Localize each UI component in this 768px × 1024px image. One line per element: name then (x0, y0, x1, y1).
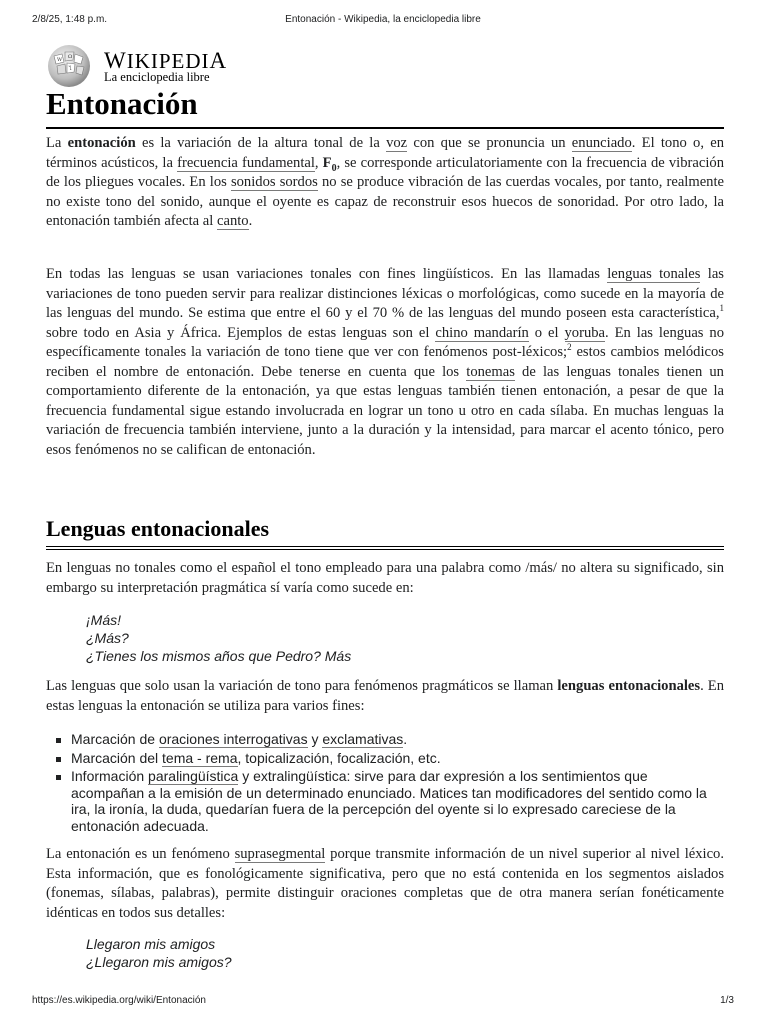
link-voz[interactable]: voz (386, 135, 408, 151)
print-title: Entonación - Wikipedia, la enciclopedia libre (285, 14, 481, 25)
bold-lenguas-entonacionales: lenguas entonacionales (557, 678, 701, 694)
tonal-languages-paragraph: En todas las lenguas se usan variaciones tonales con fines lingüísticos. En las llamadas lenguas tonales las variaciones de tono pueden servir para realizar distinciones léxicas o morfológicas, como sucede en la mayoría de las lenguas del mundo. Se estima que entre el 60 y el 70 % de las lenguas del mundo poseen esta característica,$^1$ sobre todo en Asia y África. Ejemplos de estas lenguas son el chino mandarín o el yoruba. En las lenguas no específicamente tonales la variación de tono tiene que ver con fenómenos post-léxicos;$^2$ estos cambios melódicos reciben el nombre de entonación. Debe tenerse en cuenta que los tonemas de las lenguas tonales tienen un comportamiento diferente de la entonación, ya que estas lenguas también tienen entonación, a pesar de que la frecuencia fundamental sigue estando involucrada en lograr un tono u otro en cada sílaba. En muchas lenguas la variación de frecuencia también interviene, junto a la duración y la intensidad, para marcar el acento tónico, pero esos fenómenos no se califican de entonación. (46, 266, 725, 458)
examples-list-1 (86, 611, 351, 665)
link-yoruba[interactable]: yoruba (564, 324, 606, 341)
list-item: Información paralingüística y extralingüística: sirve para dar expresión a los sentimientos que acompañan a la emisión de un determinado enunciado. Matices tan modificadores del sentido como la ira, la ironía, la duda, quedarían fuera de la percepción del oyente si lo expresado careciese de la entonación adecuada. (46, 768, 724, 834)
wikipedia-tagline: La enciclopedia libre (104, 70, 210, 84)
print-date: 2/8/25, 1:48 p.m. (32, 14, 108, 25)
link-lenguas-tonales[interactable]: lenguas tonales (607, 266, 701, 282)
section-paragraph-2: Las lenguas que solo usan la variación de tono para fenómenos pragmáticos se llaman lenguas entonacionales. En estas lenguas la entonación se utiliza para varios fines: (46, 678, 725, 714)
example-item: ¿Llegaron mis amigos? (86, 954, 232, 970)
link-frecuencia-fundamental[interactable]: frecuencia fundamental (177, 154, 315, 171)
print-header (32, 14, 734, 30)
svg-text:W: W (57, 57, 63, 63)
link-suprasegmental[interactable]: suprasegmental (234, 846, 326, 862)
f0-symbol: $F_0$ (322, 154, 337, 174)
list-item: Marcación de oraciones interrogativas y exclamativas. (46, 731, 724, 748)
link-tema-rema[interactable]: tema - rema (162, 749, 238, 766)
section-divider (46, 546, 724, 547)
wikipedia-globe-icon (44, 42, 94, 88)
link-oraciones-interrogativas[interactable]: oraciones interrogativas (158, 731, 308, 747)
link-tonemas[interactable]: tonemas (466, 363, 515, 380)
svg-text:ไ: ไ (69, 66, 72, 72)
svg-text:Ω: Ω (68, 54, 73, 60)
title-divider (46, 127, 724, 129)
page-title: Entonación (46, 86, 198, 121)
example-item: ¿Tienes los mismos años que Pedro? Más (86, 648, 352, 664)
section-paragraph-1: En lenguas no tonales como el español el tono empleado para una palabra como /más/ no altera su significado, sin embargo su interpretación pragmática sí varía como sucede en: (46, 560, 724, 596)
print-page-number: 1/3 (720, 995, 734, 1006)
link-enunciado[interactable]: enunciado (571, 135, 632, 151)
intro-paragraph: La entonación es la variación de la altura tonal de la voz con que se pronuncia un enunciado. El tono o, en términos acústicos, la frecuencia fundamental, $F_0$, se corresponde articulatoriamente con la frecuencia de vibración de los pliegues vocales. En los sonidos sordos no se produce vibración de las cuerdas vocales, por tanto, realmente no existe tono del sonido, aunque el oyente es capaz de reconstruir esos huecos de sonoridad. Por otro lado, la entonación también afecta al canto. (46, 135, 725, 229)
section-heading: Lenguas entonacionales (46, 516, 270, 541)
reference-2[interactable]: 2 (567, 342, 572, 353)
link-paralinguistica[interactable]: paralingüística (148, 768, 239, 784)
example-item: ¡Más! (86, 612, 121, 628)
examples-list-2 (86, 935, 232, 971)
example-item: ¿Más? (86, 630, 129, 646)
link-sonidos-sordos[interactable]: sonidos sordos (230, 174, 318, 190)
wikipedia-wordmark: WIKIPEDIA (104, 48, 228, 73)
example-item: Llegaron mis amigos (86, 936, 216, 952)
link-canto[interactable]: canto (217, 213, 249, 229)
reference-1[interactable]: 1 (719, 303, 724, 314)
print-url: https://es.wikipedia.org/wiki/Entonación (32, 995, 206, 1006)
section-paragraph-3: La entonación es un fenómeno suprasegmental porque transmite información de un nivel superior al nivel léxico. Esta información, que es fonológicamente significativa, pero que no está contenida en los segmentos aislados (fonemas, sílabas, palabras), permite distinguir oraciones completas que de otra manera serían fonéticamente idénticas en todos sus detalles: (46, 846, 725, 921)
list-item: Marcación del tema - rema, topicalización, focalización, etc. (46, 750, 724, 767)
section-divider-secondary (46, 549, 724, 550)
purposes-list (46, 731, 724, 836)
link-chino-mandarin[interactable]: chino mandarín (435, 324, 529, 341)
print-footer (32, 995, 734, 1011)
link-exclamativas[interactable]: exclamativas (322, 731, 404, 747)
intro-bold-term: entonación (67, 135, 136, 151)
